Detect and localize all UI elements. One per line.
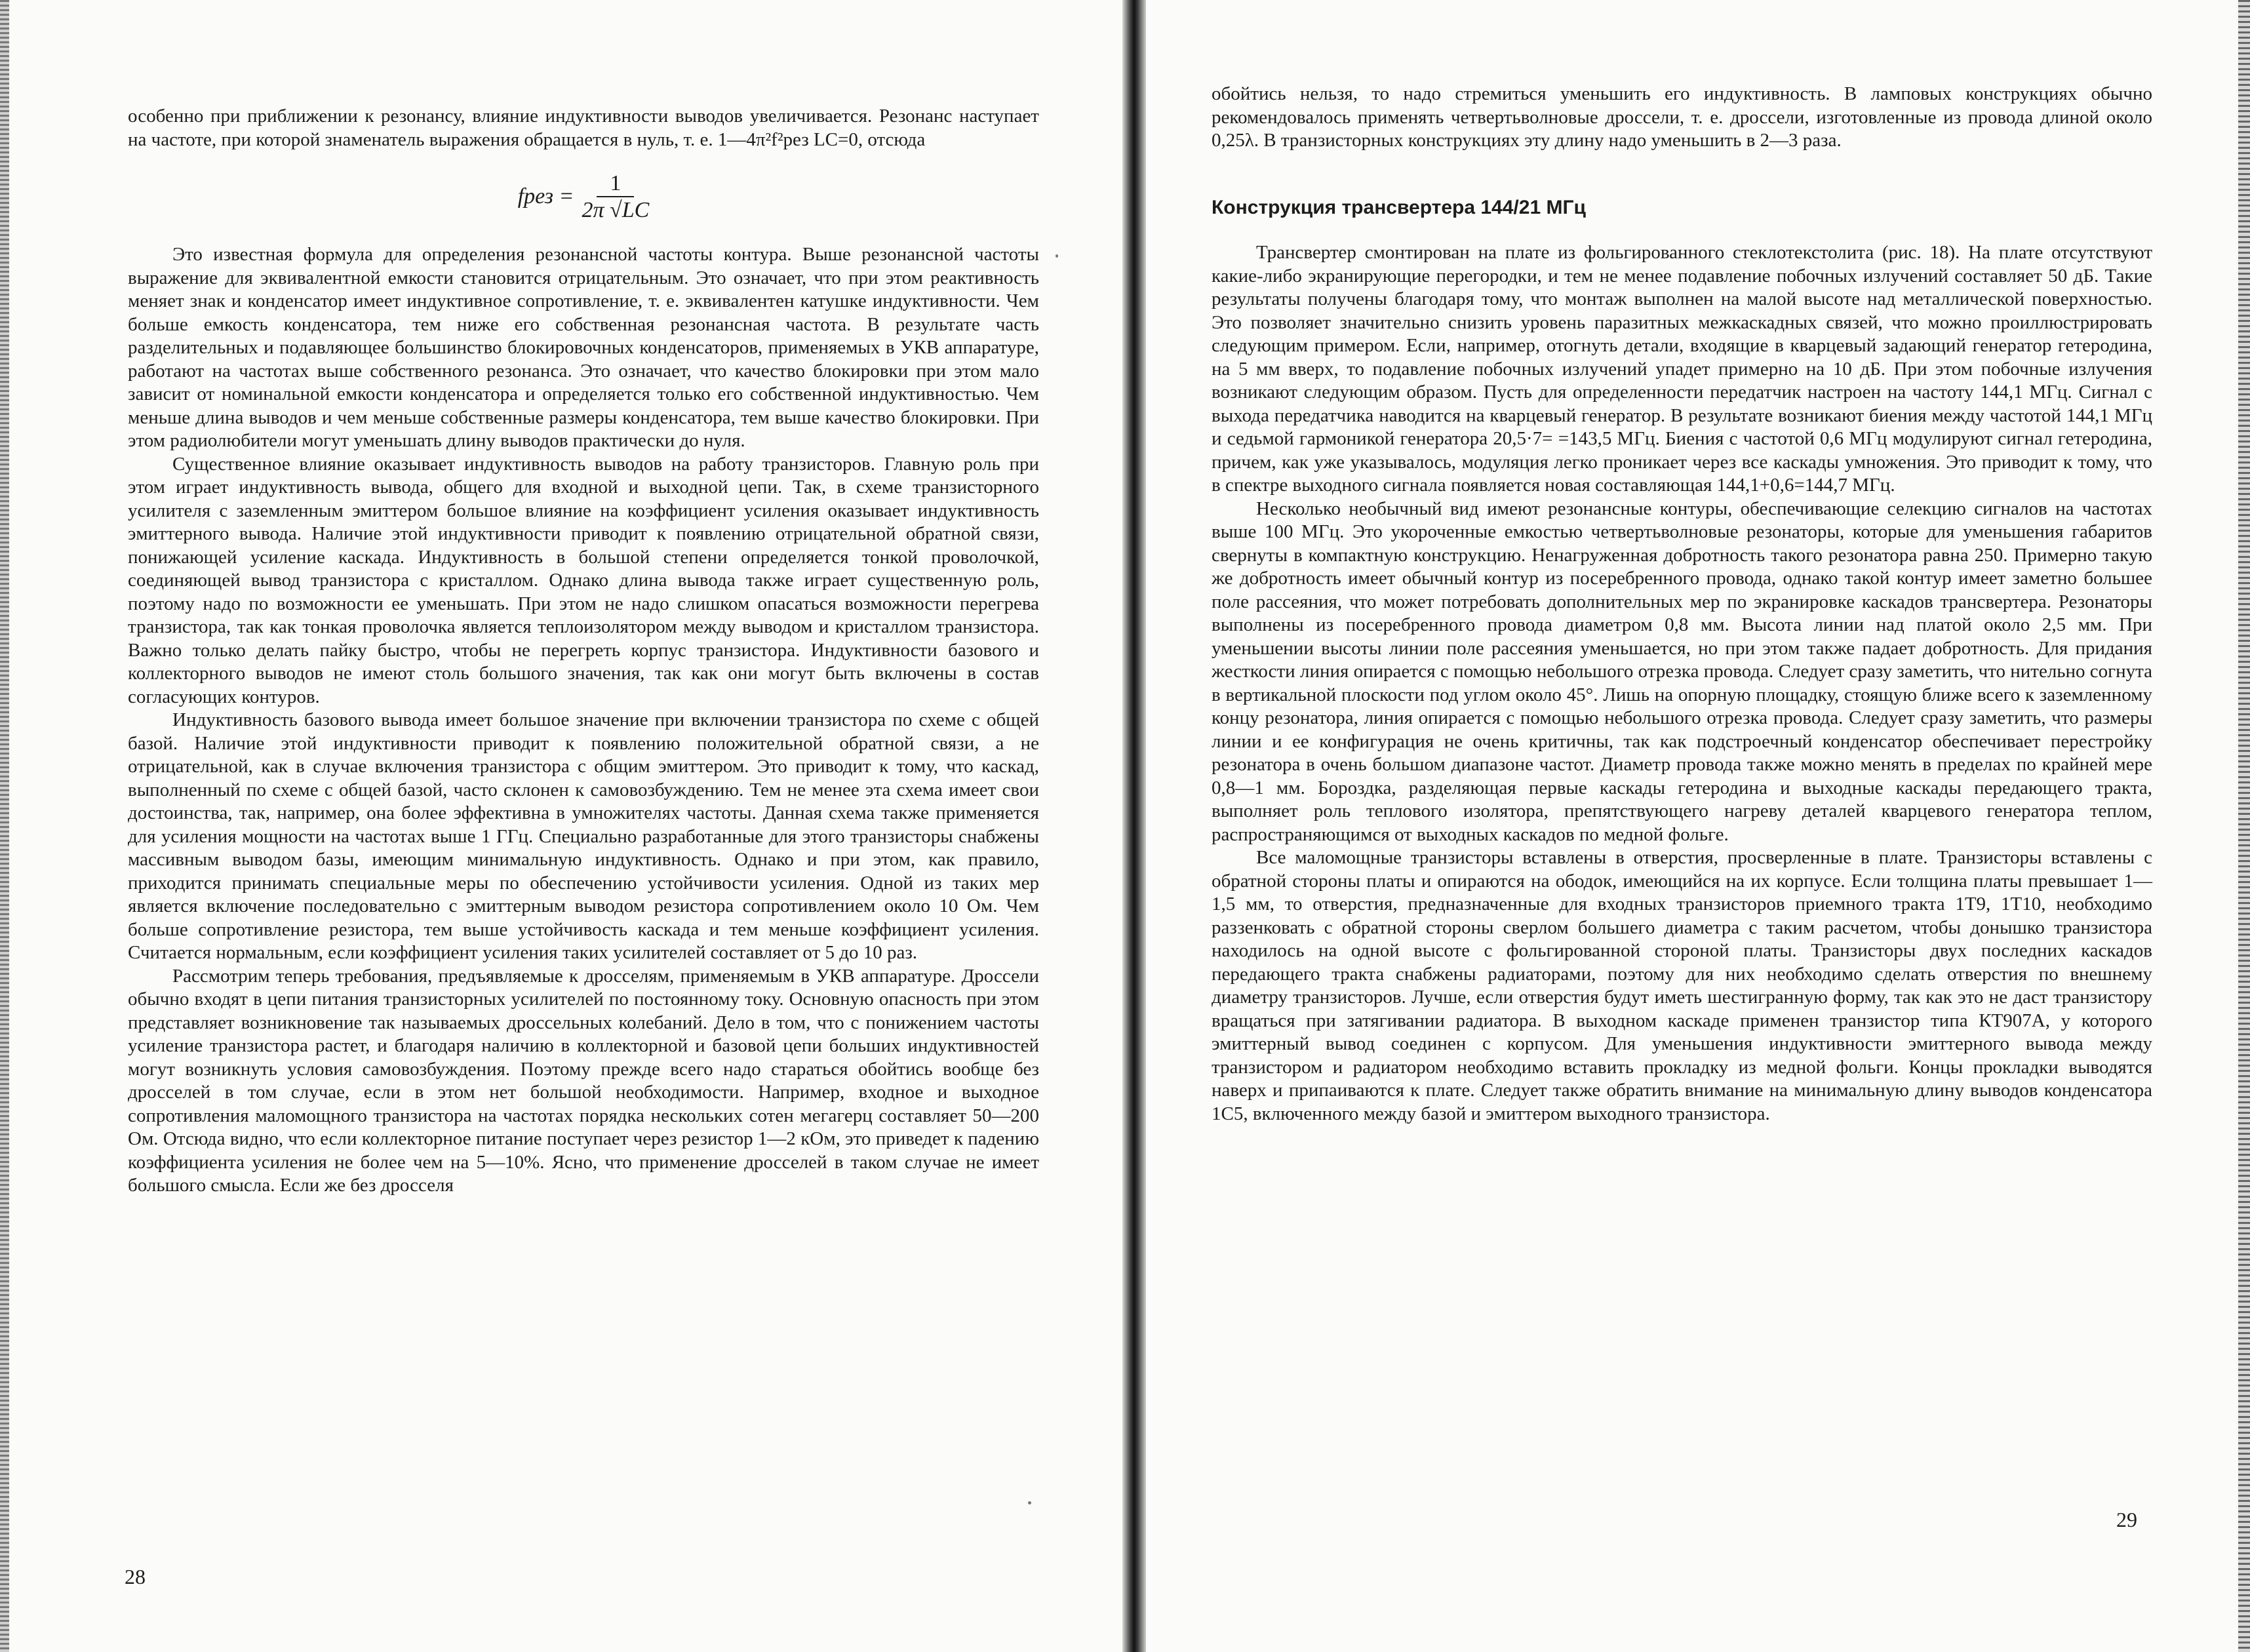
page-number-right: 29	[2116, 1508, 2137, 1531]
continuation-text: обойтись нельзя, то надо стремиться уменьшить его индуктивность. В ламповых конструкциях обычно рекомендовалось применять четвертьволновые дроссели, т. е. дроссели, изготовленные из провода длиной около 0,25λ. В транзисторных конструкциях эту длину надо уменьшить в 2—3 раза.	[1212, 83, 2152, 151]
scan-speck	[1056, 254, 1058, 258]
paragraph: Это известная формула для определения резонансной частоты контура. Выше резонансной частоты выражение для эквивалентной емкости становится отрицательным. Это означает, что при этом реактивность меняет знак и конденсатор имеет индуктивное сопротивление, т. е. эквивалентен катушке индуктивности. Чем больше емкость конденсатора, тем ниже его собственная резонансная частота. В результате часть разделительных и подавляющее большинство блокировочных конденсаторов, применяемых в УКВ аппаратуре, работают на частотах выше собственного резонанса. Это означает, что качество блокировки при этом мало зависит от номинальной емкости конденсатора и определяется только его собственной индуктивностью. Чем меньше длина выводов и чем меньше собственные размеры конденсатора, тем выше качество блокировки. При этом радиолюбители могут уменьшать длину выводов практически до нуля.	[128, 244, 1039, 451]
paragraph: Несколько необычный вид имеют резонансные контуры, обеспечивающие селекцию сигналов на частотах выше 100 МГц. Это укороченные емкостью четвертьволновые резонаторы, которые для уменьшения габаритов свернуты в компактную конструкцию. Ненагруженная добротность такого резонатора равна 250. Примерно такую же добротность имеет обычный контур из посеребренного провода, однако такой контур имеет заметно большее поле рассеяния, что может потребовать дополнительных мер по экранировке каскадов трансвертера. Резонаторы выполнены из посеребренного провода диаметром 0,8 мм. Высота линии над платой около 2,5 мм. При уменьшении высоты линии поле рассеяния уменьшается, но при этом также падает добротность. Для придания жесткости линия опирается с помощью небольшого отрезка провода. Следует сразу заметить, что нительно согнута в вертикальной плоскости под углом около 45°. Лишь на опорную площадку, стоящую ближе всего к заземленному концу резонатора, линия опирается с помощью небольшого отрезка провода. Следует сразу заметить, что размеры линии и ее конфигурация не очень критичны, так как подстроечный конденсатор обеспечивает перестройку резонатора в очень большом диапазоне частот. Диаметр провода также можно менять в пределах по крайней мере 0,8—1 мм. Бороздка, разделяющая первые каскады гетеродина и выходные каскады передающего тракта, выполняет роль теплового изолятора, препятствующего нагреву деталей кварцевого генератора теплом, распространяющимся от выходных каскадов по медной фольге.	[1212, 498, 2152, 845]
paragraph: Трансвертер смонтирован на плате из фольгированного стеклотекстолита (рис. 18). На плате отсутствуют какие-либо экранирующие перегородки, и тем не менее подавление побочных излучений составляет 50 дБ. Такие результаты получены благодаря тому, что монтаж выполнен на малой высоте над металлической поверхностью. Это позволяет значительно снизить уровень паразитных межкаскадных связей, что можно проиллюстрировать следующим примером. Если, например, отогнуть детали, входящие в кварцевый задающий генератор гетеродина, на 5 мм вверх, то подавление побочных излучений упадет примерно на 10 дБ. При этом побочные излучения возникают следующим образом. Пусть для определенности передатчик настроен на частоту 144,1 МГц. Сигнал с выхода передатчика наводится на кварцевый генератор. В результате возникают биения между частотой 144,1 МГц и седьмой гармоникой генератора 20,5·7= =143,5 МГц. Биения с частотой 0,6 МГц модулируют сигнал гетеродина, причем, как уже указывалось, модуляция легко проникает через все каскады умножения. Это приводит к тому, что в спектре выходного сигнала появляется новая составляющая 144,1+0,6=144,7 МГц.	[1212, 242, 2152, 496]
left-page-edge	[0, 0, 9, 1652]
paragraph: Рассмотрим теперь требования, предъявляемые к дросселям, применяемым в УКВ аппаратуре. Дроссели обычно входят в цепи питания транзисторных усилителей по постоянному току. Основную опасность при этом представляет возникновение так называемых дроссельных колебаний. Дело в том, что с понижением частоты усиление транзистора растет, и благодаря наличию в коллекторной и базовой цепи больших индуктивностей могут возникнуть условия самовозбуждения. Поэтому прежде всего надо стараться обойтись вообще без дросселей в том случае, если в этом нет большой необходимости. Например, входное и выходное сопротивления маломощного транзистора на частотах порядка нескольких сотен мегагерц составляет 50—200 Ом. Отсюда видно, что если коллекторное питание поступает через резистор 1—2 кОм, это приведет к падению коэффициента усиления не более чем на 5—10%. Ясно, что применение дросселей в таком случае не имеет большого смысла. Если же без дросселя	[128, 965, 1039, 1196]
right-page	[1146, 0, 2250, 1652]
section-heading: Конструкция трансвертера 144/21 МГц	[1212, 196, 1586, 218]
scan-speck	[1028, 1501, 1031, 1504]
formula-intro-text: особенно при приближении к резонансу, влияние индуктивности выводов увеличивается. Резонанс наступает на частоте, при которой знаменатель выражения обращается в нуль, т. е. 1—4π²f²рез LC=0, отсюда	[128, 106, 1039, 150]
resonance-formula	[128, 154, 1039, 239]
right-page-edge	[2238, 0, 2250, 1652]
page-number-left: 28	[125, 1565, 146, 1588]
left-page	[0, 0, 1122, 1652]
paragraph: Существенное влияние оказывает индуктивность выводов на работу транзисторов. Главную роль при этом играет индуктивность вывода, общего для входной и выходной цепи. Так, в схеме транзисторного усилителя с заземленным эмиттером большое влияние на коэффициент усиления оказывает индуктивность эмиттерного вывода. Наличие этой индуктивности приводит к появлению отрицательной обратной связи, понижающей усиление каскада. Индуктивность в большой степени определяется тонкой проволочкой, соединяющей вывод транзистора с кристаллом. Однако длина вывода также играет существенную роль, поэтому надо по возможности ее уменьшать. При этом не надо слишком опасаться возможности перегрева транзистора, так как тонкая проволочка является теплоизолятором между выводом и кристаллом транзистора. Важно только делать пайку быстро, чтобы не перегреть корпус транзистора. Индуктивности базового и коллекторного выводов не имеют столь большого значения, так как они могут быть включены в состав согласующих контуров.	[128, 453, 1039, 707]
formula-lhs: fрез =	[517, 184, 574, 209]
formula-denominator: 2π √LC	[582, 198, 650, 222]
book-gutter	[1122, 0, 1146, 1652]
paragraph: Индуктивность базового вывода имеет большое значение при включении транзистора по схеме с общей базой. Наличие этой индуктивности приводит к появлению положительной обратной связи, а не отрицательной, как в случае включения транзистора с общим эмиттером. Это приводит к тому, что каскад, выполненный по схеме с общей базой, часто склонен к самовозбуждению. Тем не менее эта схема имеет свои достоинства, так, например, она более эффективна в умножителях частоты. Данная схема также применяется для усиления мощности на частотах выше 1 ГГц. Специально разработанные для этого транзисторы снабжены массивным выводом базы, имеющим минимальную индуктивность. Однако и при этом, как правило, приходится принимать специальные меры по обеспечению устойчивости усиления. Одной из таких мер является включение последовательно с эмиттерным выводом резистора сопротивлением около 10 Ом. Чем больше сопротивление резистора, тем выше устойчивость каскада и тем меньше коэффициент усиления. Считается нормальным, если коэффициент усиления таких усилителей составляет от 5 до 10 раз.	[128, 709, 1039, 963]
paragraph: Все маломощные транзисторы вставлены в отверстия, просверленные в плате. Транзисторы вставлены с обратной стороны платы и опираются на ободок, имеющийся на их корпусе. Если толщина платы превышает 1—1,5 мм, то отверстия, предназначенные для входных транзисторов приемного тракта 1Т9, 1Т10, необходимо раззенковать с обратной стороны сверлом большего диаметра с таким расчетом, чтобы донышко транзистора находилось на одной высоте с фольгированной стороной платы. Транзисторы двух последних каскадов передающего тракта снабжены радиаторами, поэтому для них необходимо сделать отверстия по внешнему диаметру транзисторов. Лучше, если отверстия будут иметь шестигранную форму, так как это не даст транзистору вращаться при затягивании радиатора. В выходном каскаде применен транзистор типа КТ907А, у которого эмиттерный вывод соединен с корпусом. Для уменьшения индуктивности эмиттерного вывода между транзистором и радиатором необходимо вставить прокладку из медной фольги. Концы прокладки выводятся наверх и припаиваются к плате. Следует также обратить внимание на минимальную длину выводов конденсатора 1С5, включенного между базой и эмиттером выходного транзистора.	[1212, 847, 2152, 1124]
formula-numerator: 1	[597, 172, 634, 198]
right-page-text-column	[1212, 83, 2152, 1126]
formula-fraction	[582, 172, 650, 222]
left-page-text-column	[128, 105, 1039, 1198]
